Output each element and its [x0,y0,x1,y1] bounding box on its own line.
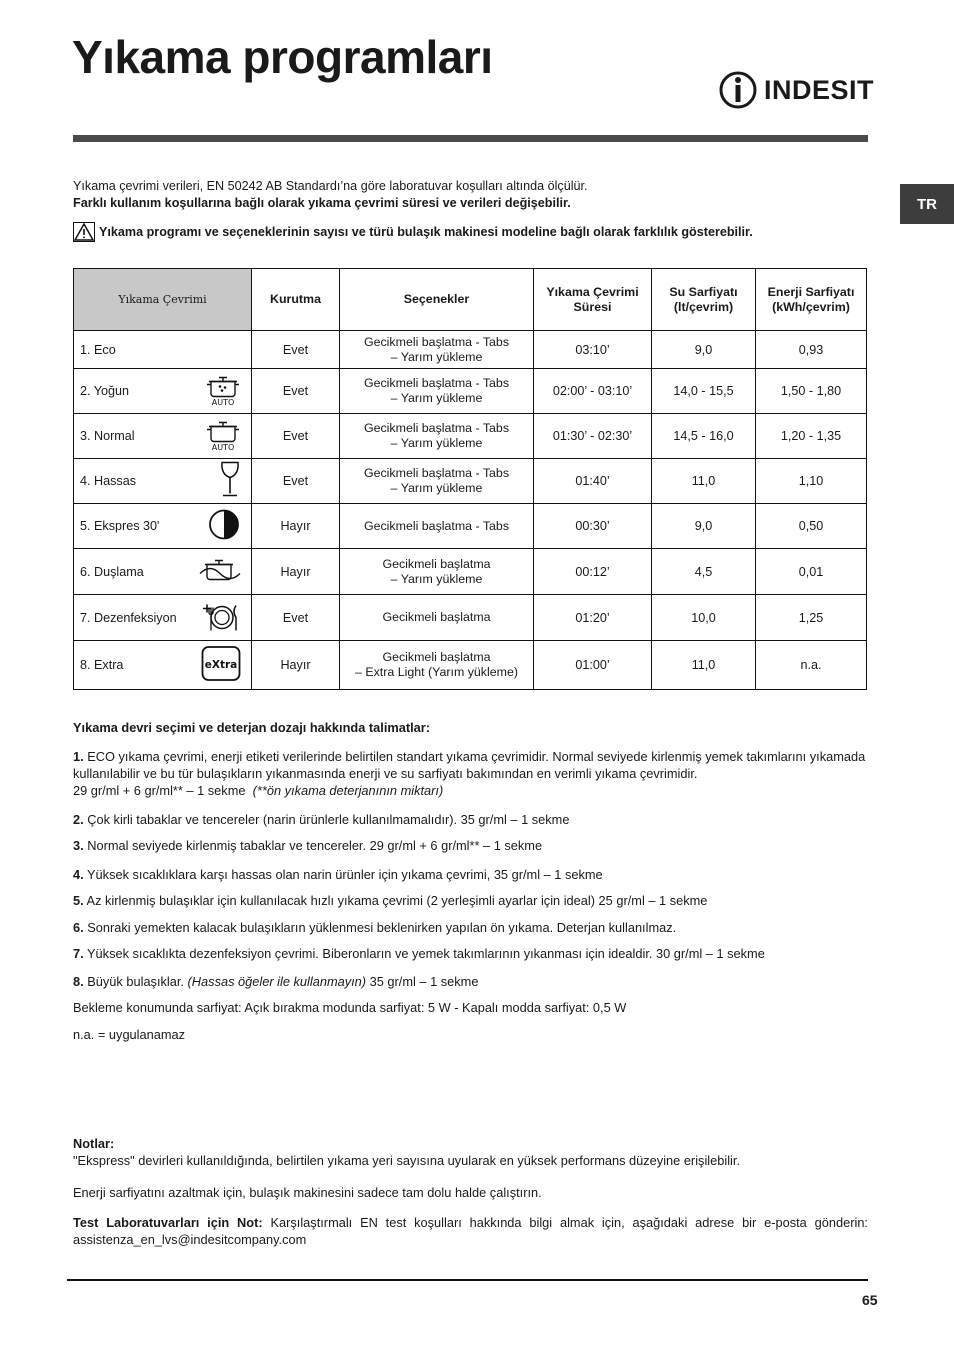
options-cell: Gecikmeli başlatma – Extra Light (Yarım yükleme) [340,641,534,690]
wine-glass-icon [219,461,241,502]
duration-cell: 00:12’ [534,549,652,595]
instruction-item-4: 4. Yüksek sıcaklıklara karşı hassas olan narin ürünler için yıkama çevrimi, 35 gr/ml – 1 sekme [73,867,603,882]
drying-cell: Evet [252,331,340,369]
brand-name: INDESIT [764,74,875,105]
water-cell: 9,0 [652,504,756,549]
table-row [74,414,867,459]
drying-cell: Hayır [252,641,340,690]
energy-cell: 0,50 [756,504,867,549]
footer-rule [67,1279,868,1281]
col-header-energy: Enerji Sarfiyatı (kWh/çevrim) [756,269,867,331]
intro-text [73,178,868,212]
duration-cell: 01:00’ [534,641,652,690]
svg-text:AUTO: AUTO [211,398,235,407]
cycle-name: 3. Normal AUTO [74,414,252,459]
water-cell: 4,5 [652,549,756,595]
col-header-cycle: Yıkama Çevrimi [74,269,252,331]
energy-cell: 0,93 [756,331,867,369]
instruction-item-5: 5. Az kirlenmiş bulaşıklar için kullanılacak hızlı yıkama çevrimi (2 yerleşimli ayarlar için ideal) 25 gr/ml – 1 sekme [73,893,708,908]
col-header-drying: Kurutma [252,269,340,331]
col-header-water: Su Sarfiyatı (lt/çevrim) [652,269,756,331]
instructions-heading: Yıkama devri seçimi ve deterjan dozajı hakkında talimatlar: [73,720,431,735]
col-header-duration: Yıkama Çevrimi Süresi [534,269,652,331]
na-legend: n.a. = uygulanamaz [73,1027,186,1042]
cycle-name: 7. Dezenfeksiyon [74,595,252,641]
normal-pot-auto-icon [205,418,241,455]
energy-cell: 1,20 - 1,35 [756,414,867,459]
table-row [74,459,867,504]
col-header-options: Seçenekler [340,269,534,331]
table-row [74,641,867,690]
water-cell: 9,0 [652,331,756,369]
cycle-name: 1. Eco [74,331,252,369]
duration-cell: 03:10’ [534,331,652,369]
duration-cell: 01:30’ - 02:30’ [534,414,652,459]
duration-cell: 02:00’ - 03:10’ [534,369,652,414]
options-cell: Gecikmeli başlatma - Tabs – Yarım yükleme [340,331,534,369]
duration-cell: 00:30’ [534,504,652,549]
options-cell: Gecikmeli başlatma - Tabs [340,504,534,549]
drying-cell: Evet [252,459,340,504]
options-cell: Gecikmeli başlatma - Tabs – Yarım yükleme [340,369,534,414]
svg-text:eXtra: eXtra [204,659,238,671]
drying-cell: Evet [252,595,340,641]
instruction-item-7: 7. Yüksek sıcaklıkta dezenfeksiyon çevrimi. Biberonların ve yemek takımlarının yıkanması için idealdir. 30 gr/ml – 1 sekme [73,946,765,961]
brand-logo [718,68,874,112]
instruction-item-1: 1. ECO yıkama çevrimi, enerji etiketi verilerinde belirtilen standart yıkama çevrimidir. Normal seviyede kirlenmiş yemek takımlarını yıkamada kullanılabilir ve bu tür bulaşıkların yıkanmasında enerji ve su sarfiyatı bakımından en verimli yıkama çevrimidir. 29 gr/ml + 6 gr/ml** – 1 sekme (**ön yıkama deterjanının miktarı) [73,749,866,798]
instruction-item-8: 8. Büyük bulaşıklar. (Hassas öğeler ile kullanmayın) 35 gr/ml – 1 sekme [73,974,479,989]
page-number: 65 [862,1292,878,1308]
table-row [74,369,867,414]
water-cell: 11,0 [652,641,756,690]
intro-line-2: Farklı kullanım koşullarına bağlı olarak yıkama çevrimi süresi ve verileri değişebilir. [73,196,571,210]
warning-text: Yıkama programı ve seçeneklerinin sayısı ve türü bulaşık makinesi modeline bağlı olarak farklılık gösterebilir. [99,225,753,239]
water-cell: 14,5 - 16,0 [652,414,756,459]
water-cell: 11,0 [652,459,756,504]
express-30-icon [207,508,241,545]
energy-cell: 0,01 [756,549,867,595]
options-cell: Gecikmeli başlatma - Tabs – Yarım yükleme [340,459,534,504]
drying-cell: Evet [252,369,340,414]
instruction-item-3: 3. Normal seviyede kirlenmiş tabaklar ve tencereler. 29 gr/ml + 6 gr/ml** – 1 sekme [73,838,543,853]
page-title: Yıkama programları [72,31,493,83]
instruction-item-2: 2. Çok kirli tabaklar ve tencereler (narin ürünlerle kullanılmamalıdır). 35 gr/ml – 1 sekme [73,812,570,827]
energy-cell: 1,10 [756,459,867,504]
options-cell: Gecikmeli başlatma [340,595,534,641]
programs-table [73,268,867,690]
notes-paragraph: Enerji sarfiyatını azaltmak için, bulaşık makinesini sadece tam dolu halde çalıştırın. [73,1185,542,1200]
table-row [74,549,867,595]
options-cell: Gecikmeli başlatma – Yarım yükleme [340,549,534,595]
cycle-name: 5. Ekspres 30' [74,504,252,549]
notes-heading: Notlar: [73,1136,115,1151]
table-row [74,331,867,369]
table-header-row [74,269,867,331]
duration-cell: 01:20’ [534,595,652,641]
intensive-pot-auto-icon [205,373,241,410]
svg-text:AUTO: AUTO [211,443,235,452]
table-row [74,595,867,641]
drying-cell: Hayır [252,549,340,595]
options-cell: Gecikmeli başlatma - Tabs – Yarım yükleme [340,414,534,459]
notes-paragraph: "Ekspress" devirleri kullanıldığında, belirtilen yıkama yeri sayısına uyularak en yüksek performans düzeyine erişilebilir. [73,1153,741,1168]
cycle-name: 6. Duşlama [74,549,252,595]
rinse-pot-icon [199,555,241,588]
notes-test-lab: Test Laboratuvarları için Not: Karşılaştırmalı EN test koşulları hakkında bilgi almak için, aşağıdaki adrese bir e-posta gönderin: assistenza_en_lvs@indesitcompany.com [73,1215,868,1247]
indesit-logo-icon [718,68,758,112]
cycle-name: 4. Hassas [74,459,252,504]
water-cell: 14,0 - 15,5 [652,369,756,414]
language-tab: TR [900,184,954,224]
drying-cell: Hayır [252,504,340,549]
cycle-name: 8. Extra eXtra [74,641,252,690]
energy-cell: 1,25 [756,595,867,641]
duration-cell: 01:40’ [534,459,652,504]
intro-line-1: Yıkama çevrimi verileri, EN 50242 AB Standardı’na göre laboratuvar koşulları altında ölçülür. [73,179,588,193]
sanitize-plate-icon [201,599,241,636]
drying-cell: Evet [252,414,340,459]
table-row [74,504,867,549]
energy-cell: 1,50 - 1,80 [756,369,867,414]
notes-section [73,1135,868,1169]
cycle-name: 2. Yoğun AUTO [74,369,252,414]
water-cell: 10,0 [652,595,756,641]
instruction-item-6: 6. Sonraki yemekten kalacak bulaşıkların yüklenmesi beklenirken yapılan ön yıkama. Deterjan kullanılmaz. [73,920,677,935]
header-rule [73,135,868,142]
warning-icon [73,222,95,242]
standby-consumption: Bekleme konumunda sarfiyat: Açık bırakma modunda sarfiyat: 5 W - Kapalı modda sarfiyat: 0,5 W [73,1000,627,1015]
warning-note [73,222,753,242]
extra-icon [201,646,241,685]
energy-cell: n.a. [756,641,867,690]
